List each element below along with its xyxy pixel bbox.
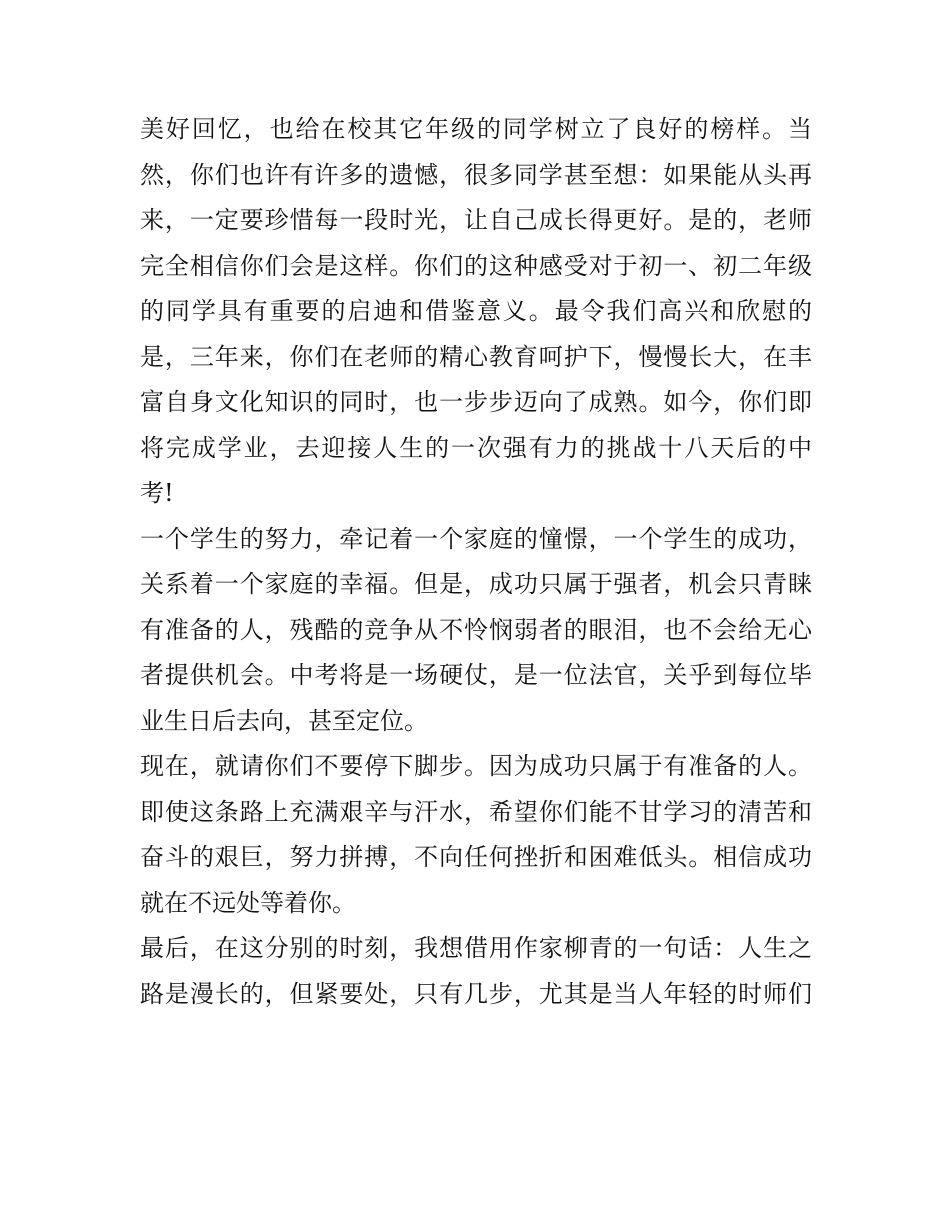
paragraph-1 [140, 107, 812, 517]
text-line: 富自身文化知识的同时，也一步步迈向了成熟。如今，你们即 [140, 388, 812, 416]
text-line: 业生日后去向，甚至定位。 [140, 706, 428, 735]
text-line: 有准备的人，残酷的竞争从不怜悯弱者的眼泪，也不会给无心 [140, 615, 812, 644]
text-line: 关系着一个家庭的幸福。但是，成功只属于强者，机会只青睐 [140, 570, 812, 598]
text-line: 者提供机会。中考将是一场硬仗，是一位法官，关乎到每位毕 [140, 661, 812, 689]
text-line: 奋斗的艰巨，努力拼搏，不向任何挫折和困难低头。相信成功 [140, 843, 812, 871]
text-line: 就在不远处等着你。 [140, 888, 356, 917]
text-line: 来，一定要珍惜每一段时光，让自己成长得更好。是的，老师 [140, 206, 812, 234]
text-line: 的同学具有重要的启迪和借鉴意义。最令我们高兴和欣慰的 [140, 297, 812, 325]
text-line: 即使这条路上充满艰辛与汗水，希望你们能不甘学习的清苦和 [140, 797, 812, 826]
text-line: 考! [140, 479, 174, 507]
paragraph-3 [140, 744, 812, 926]
body-text [140, 107, 812, 1017]
paragraph-4 [140, 926, 812, 1017]
paragraph-2 [140, 517, 812, 745]
text-line: 是，三年来，你们在老师的精心教育呵护下，慢慢长大，在丰 [140, 342, 812, 371]
text-line: 最后，在这分别的时刻，我想借用作家柳青的一句话：人生之 [140, 934, 812, 962]
text-line: 现在，就请你们不要停下脚步。因为成功只属于有准备的人。 [140, 752, 812, 780]
text-line: 完全相信你们会是这样。你们的这种感受对于初一、初二年级 [140, 251, 812, 280]
text-line: 路是漫长的，但紧要处，只有几步，尤其是当人年轻的时师们 [140, 979, 812, 1008]
text-line: 一个学生的努力，牵记着一个家庭的憧憬，一个学生的成功， [140, 524, 812, 553]
text-line: 然，你们也许有许多的遗憾，很多同学甚至想：如果能从头再 [140, 160, 812, 189]
text-line: 将完成学业，去迎接人生的一次强有力的挑战十八天后的中 [140, 433, 812, 462]
text-line: 美好回忆，也给在校其它年级的同学树立了良好的榜样。当 [140, 115, 812, 143]
